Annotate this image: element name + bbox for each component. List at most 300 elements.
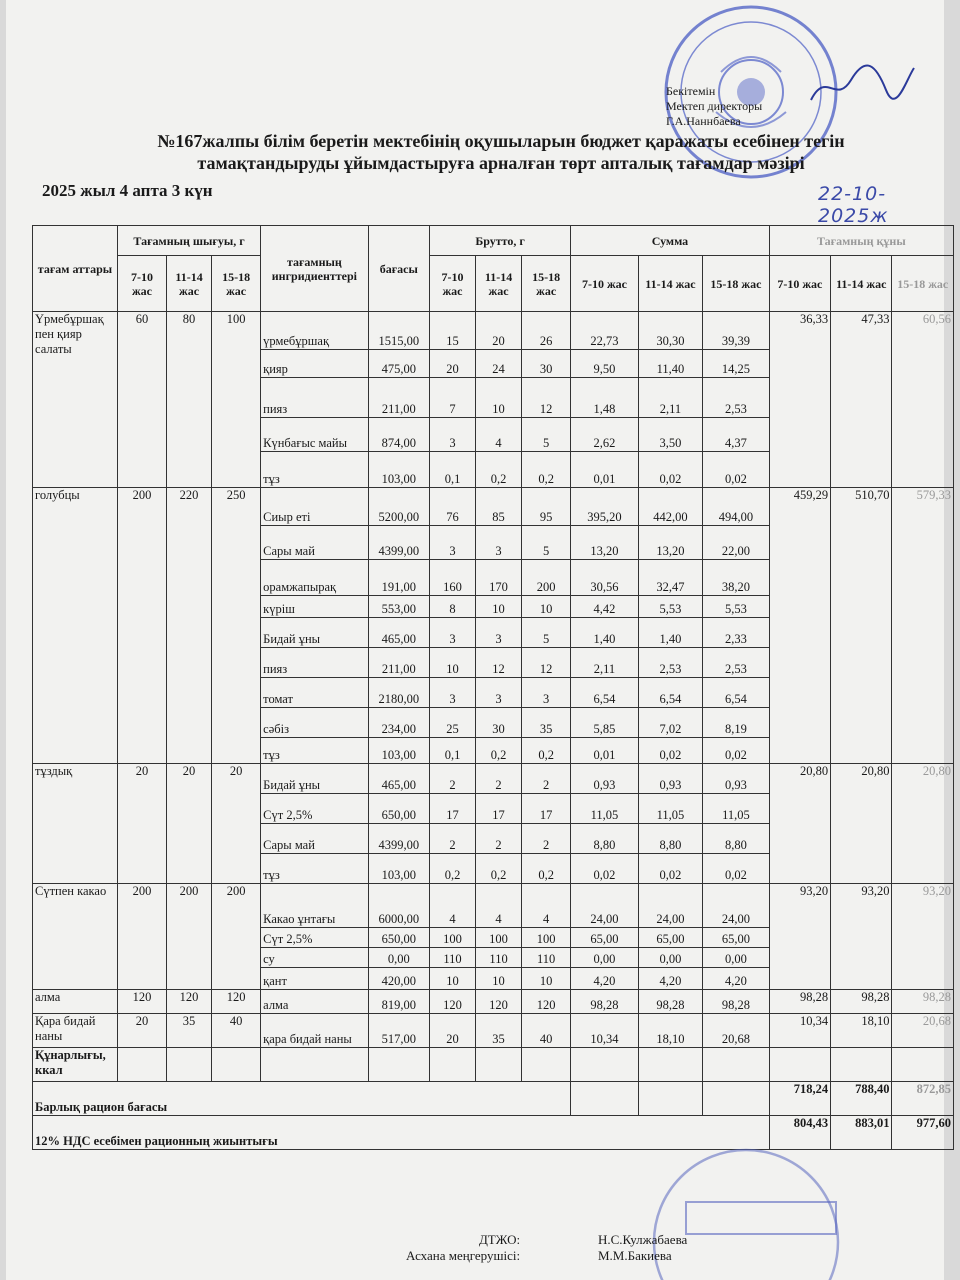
- sum-value: 98,28: [703, 990, 770, 1014]
- sum-value: 30,30: [638, 312, 702, 350]
- sum-value: 11,05: [571, 794, 639, 824]
- dish-yield: 200: [117, 884, 166, 990]
- dish-cost: 98,28: [831, 990, 892, 1014]
- sum-value: 0,02: [703, 854, 770, 884]
- approval-line: Мектеп директоры: [666, 99, 763, 113]
- brutto-value: 17: [476, 794, 522, 824]
- ingredient-name: пияз: [261, 648, 368, 678]
- empty-cell: [167, 1048, 212, 1082]
- sum-value: 2,53: [703, 378, 770, 418]
- ingredient-name: тұз: [261, 854, 368, 884]
- approval-line: Г.А.Наннбаева: [666, 114, 741, 128]
- sum-value: 65,00: [571, 928, 639, 948]
- ingredient-name: томат: [261, 678, 368, 708]
- brutto-value: 10: [522, 968, 571, 990]
- header-price: бағасы: [368, 226, 429, 312]
- sum-value: 9,50: [571, 350, 639, 378]
- sum-value: 11,05: [703, 794, 770, 824]
- table-row: [33, 312, 954, 350]
- ingredient-price: 4399,00: [368, 824, 429, 854]
- sum-value: 0,02: [638, 738, 702, 764]
- ingredient-name: Какао ұнтағы: [261, 884, 368, 928]
- dish-cost: 20,80: [892, 764, 954, 884]
- brutto-value: 15: [429, 312, 475, 350]
- dish-cost: 98,28: [769, 990, 830, 1014]
- brutto-value: 2: [476, 764, 522, 794]
- dish-name: Сүтпен какао: [33, 884, 118, 990]
- dish-yield: 20: [117, 1014, 166, 1048]
- sum-value: 2,62: [571, 418, 639, 452]
- brutto-value: 20: [429, 1014, 475, 1048]
- sum-value: 24,00: [703, 884, 770, 928]
- dish-cost: 20,80: [769, 764, 830, 884]
- handwritten-date: 22-10-2025ж: [818, 183, 889, 227]
- brutto-value: 10: [429, 648, 475, 678]
- sum-value: 0,02: [638, 854, 702, 884]
- brutto-value: 25: [429, 708, 475, 738]
- brutto-value: 7: [429, 378, 475, 418]
- ingredient-name: үрмебұршақ: [261, 312, 368, 350]
- sum-value: 0,02: [638, 452, 702, 488]
- empty-cell: [522, 1048, 571, 1082]
- brutto-value: 12: [476, 648, 522, 678]
- header-age-brutto: 15-18 жас: [522, 256, 571, 312]
- sum-value: 22,00: [703, 526, 770, 560]
- ingredient-price: 5200,00: [368, 488, 429, 526]
- ingredient-price: 1515,00: [368, 312, 429, 350]
- sum-value: 14,25: [703, 350, 770, 378]
- brutto-value: 20: [429, 350, 475, 378]
- sum-value: 30,56: [571, 560, 639, 596]
- empty-cell: [769, 1048, 830, 1082]
- empty-cell: [476, 1048, 522, 1082]
- sum-value: 18,10: [638, 1014, 702, 1048]
- brutto-value: 0,2: [522, 738, 571, 764]
- brutto-value: 5: [522, 526, 571, 560]
- footer-role: Асхана меңгерушісі:: [406, 1248, 521, 1263]
- vat-value: 804,43: [769, 1116, 830, 1150]
- calorie-label: Құнарлығы, ккал: [33, 1048, 118, 1082]
- brutto-value: 17: [522, 794, 571, 824]
- sum-value: 65,00: [638, 928, 702, 948]
- brutto-value: 85: [476, 488, 522, 526]
- dish-cost: 60,56: [892, 312, 954, 488]
- brutto-value: 5: [522, 418, 571, 452]
- sum-value: 0,02: [703, 452, 770, 488]
- brutto-value: 30: [522, 350, 571, 378]
- brutto-value: 24: [476, 350, 522, 378]
- ingredient-price: 234,00: [368, 708, 429, 738]
- sum-value: 0,93: [638, 764, 702, 794]
- ingredient-price: 819,00: [368, 990, 429, 1014]
- ingredient-price: 211,00: [368, 648, 429, 678]
- brutto-value: 76: [429, 488, 475, 526]
- brutto-value: 0,2: [476, 738, 522, 764]
- header-age-cost: 15-18 жас: [892, 256, 954, 312]
- sum-value: 11,05: [638, 794, 702, 824]
- sum-value: 8,80: [571, 824, 639, 854]
- ingredient-name: күріш: [261, 596, 368, 618]
- header-age-sum: 7-10 жас: [571, 256, 639, 312]
- sum-value: 0,93: [571, 764, 639, 794]
- dish-yield: 20: [167, 764, 212, 884]
- sum-value: 2,53: [638, 648, 702, 678]
- empty-cell: [831, 1048, 892, 1082]
- dish-cost: 47,33: [831, 312, 892, 488]
- sum-value: 2,33: [703, 618, 770, 648]
- vat-value: 977,60: [892, 1116, 954, 1150]
- header-age-yield: 7-10 жас: [117, 256, 166, 312]
- ingredient-price: 0,00: [368, 948, 429, 968]
- brutto-value: 3: [522, 678, 571, 708]
- brutto-value: 170: [476, 560, 522, 596]
- header-cost: Тағамның құны: [769, 226, 953, 256]
- sum-value: 0,00: [638, 948, 702, 968]
- brutto-value: 2: [429, 824, 475, 854]
- brutto-value: 95: [522, 488, 571, 526]
- dish-cost: 93,20: [831, 884, 892, 990]
- empty-cell: [571, 1048, 639, 1082]
- dish-cost: 10,34: [769, 1014, 830, 1048]
- ingredient-name: Сүт 2,5%: [261, 794, 368, 824]
- sum-value: 0,00: [703, 948, 770, 968]
- dish-yield: 35: [167, 1014, 212, 1048]
- dish-cost: 98,28: [892, 990, 954, 1014]
- sum-value: 494,00: [703, 488, 770, 526]
- ingredient-name: Сүт 2,5%: [261, 928, 368, 948]
- dish-cost: 18,10: [831, 1014, 892, 1048]
- table-row: [33, 990, 954, 1014]
- empty-cell: [638, 1082, 702, 1116]
- vat-label: 12% НДС есебімен рационның жиынтығы: [33, 1116, 770, 1150]
- empty-cell: [638, 1048, 702, 1082]
- brutto-value: 110: [429, 948, 475, 968]
- ingredient-price: 475,00: [368, 350, 429, 378]
- ingredient-price: 420,00: [368, 968, 429, 990]
- brutto-value: 4: [476, 884, 522, 928]
- sum-value: 4,20: [571, 968, 639, 990]
- ingredient-name: Сары май: [261, 824, 368, 854]
- ingredient-price: 650,00: [368, 928, 429, 948]
- empty-cell: [571, 1082, 639, 1116]
- brutto-value: 35: [522, 708, 571, 738]
- sum-value: 4,37: [703, 418, 770, 452]
- dish-name: тұздық: [33, 764, 118, 884]
- brutto-value: 120: [429, 990, 475, 1014]
- vat-value: 883,01: [831, 1116, 892, 1150]
- sum-value: 8,80: [703, 824, 770, 854]
- document-title: №167жалпы білім беретін мектебінің оқушыларын бюджет қаражаты есебінен тегін тамақтандыруды ұйымдастыруға арналған төрт апталық тағамдар мәзірі: [157, 131, 845, 173]
- ingredient-name: тұз: [261, 738, 368, 764]
- brutto-value: 110: [476, 948, 522, 968]
- ingredient-name: қара бидай наны: [261, 1014, 368, 1048]
- dish-cost: 20,68: [892, 1014, 954, 1048]
- brutto-value: 0,2: [476, 452, 522, 488]
- ingredient-price: 103,00: [368, 738, 429, 764]
- sum-value: 24,00: [638, 884, 702, 928]
- footer-name: Н.С.Кулжабаева: [598, 1232, 688, 1247]
- ingredient-price: 103,00: [368, 854, 429, 884]
- dish-yield: 200: [117, 488, 166, 764]
- dish-cost: 36,33: [769, 312, 830, 488]
- dish-yield: 40: [212, 1014, 261, 1048]
- dish-yield: 60: [117, 312, 166, 488]
- brutto-value: 30: [476, 708, 522, 738]
- brutto-value: 0,2: [522, 452, 571, 488]
- sum-value: 22,73: [571, 312, 639, 350]
- header-age-brutto: 7-10 жас: [429, 256, 475, 312]
- sum-value: 2,53: [703, 648, 770, 678]
- brutto-value: 200: [522, 560, 571, 596]
- empty-cell: [261, 1048, 368, 1082]
- sum-value: 13,20: [638, 526, 702, 560]
- header-yield: Тағамның шығуы, г: [117, 226, 260, 256]
- dish-yield: 80: [167, 312, 212, 488]
- ingredient-price: 211,00: [368, 378, 429, 418]
- brutto-value: 10: [476, 596, 522, 618]
- sum-value: 8,19: [703, 708, 770, 738]
- dish-yield: 250: [212, 488, 261, 764]
- header-age-brutto: 11-14 жас: [476, 256, 522, 312]
- dish-yield: 20: [212, 764, 261, 884]
- brutto-value: 10: [476, 968, 522, 990]
- brutto-value: 17: [429, 794, 475, 824]
- dish-cost: 93,20: [892, 884, 954, 990]
- date-line: 2025 жыл 4 апта 3 күн: [42, 181, 213, 200]
- ingredient-price: 465,00: [368, 764, 429, 794]
- dish-name: Қара бидай наны: [33, 1014, 118, 1048]
- empty-cell: [212, 1048, 261, 1082]
- ingredient-price: 4399,00: [368, 526, 429, 560]
- brutto-value: 100: [429, 928, 475, 948]
- dish-cost: 579,33: [892, 488, 954, 764]
- brutto-value: 3: [429, 618, 475, 648]
- brutto-value: 20: [476, 312, 522, 350]
- brutto-value: 26: [522, 312, 571, 350]
- empty-cell: [892, 1048, 954, 1082]
- dish-yield: 200: [212, 884, 261, 990]
- brutto-value: 3: [476, 526, 522, 560]
- brutto-value: 120: [476, 990, 522, 1014]
- footer-role: ДТЖО:: [478, 1232, 521, 1247]
- footer-names: [598, 1232, 687, 1264]
- empty-cell: [368, 1048, 429, 1082]
- total-row: [33, 1082, 954, 1116]
- brutto-value: 4: [522, 884, 571, 928]
- footer-name: М.М.Бакиева: [598, 1248, 672, 1263]
- footer-roles: [406, 1232, 520, 1264]
- brutto-value: 5: [522, 618, 571, 648]
- header-age-sum: 15-18 жас: [703, 256, 770, 312]
- brutto-value: 100: [522, 928, 571, 948]
- sum-value: 98,28: [638, 990, 702, 1014]
- brutto-value: 3: [476, 618, 522, 648]
- dish-yield: 100: [212, 312, 261, 488]
- ingredient-name: Бидай ұны: [261, 764, 368, 794]
- dish-cost: 93,20: [769, 884, 830, 990]
- sum-value: 65,00: [703, 928, 770, 948]
- header-sum: Сумма: [571, 226, 769, 256]
- brutto-value: 40: [522, 1014, 571, 1048]
- header-ingredient: тағамның ингридиенттері: [261, 226, 368, 312]
- ingredient-name: қант: [261, 968, 368, 990]
- dish-cost: 510,70: [831, 488, 892, 764]
- dish-name: алма: [33, 990, 118, 1014]
- dish-cost: 20,80: [831, 764, 892, 884]
- brutto-value: 35: [476, 1014, 522, 1048]
- dish-name: голубцы: [33, 488, 118, 764]
- header-age-yield: 15-18 жас: [212, 256, 261, 312]
- brutto-value: 12: [522, 648, 571, 678]
- table-row: [33, 764, 954, 794]
- ingredient-price: 517,00: [368, 1014, 429, 1048]
- brutto-value: 4: [476, 418, 522, 452]
- ingredient-name: Сиыр еті: [261, 488, 368, 526]
- brutto-value: 3: [476, 678, 522, 708]
- sum-value: 13,20: [571, 526, 639, 560]
- ingredient-name: су: [261, 948, 368, 968]
- dish-yield: 220: [167, 488, 212, 764]
- empty-cell: [429, 1048, 475, 1082]
- brutto-value: 4: [429, 884, 475, 928]
- total-value: 718,24: [769, 1082, 830, 1116]
- dish-yield: 120: [117, 990, 166, 1014]
- dish-name: Үрмебұршақ пен қияр салаты: [33, 312, 118, 488]
- sum-value: 1,40: [638, 618, 702, 648]
- brutto-value: 100: [476, 928, 522, 948]
- brutto-value: 0,2: [522, 854, 571, 884]
- ingredient-price: 2180,00: [368, 678, 429, 708]
- sum-value: 0,01: [571, 738, 639, 764]
- header-age-sum: 11-14 жас: [638, 256, 702, 312]
- sum-value: 3,50: [638, 418, 702, 452]
- sum-value: 1,48: [571, 378, 639, 418]
- ingredient-price: 103,00: [368, 452, 429, 488]
- ingredient-name: сәбіз: [261, 708, 368, 738]
- sum-value: 39,39: [703, 312, 770, 350]
- sum-value: 2,11: [638, 378, 702, 418]
- dish-yield: 20: [117, 764, 166, 884]
- dish-yield: 200: [167, 884, 212, 990]
- brutto-value: 2: [522, 764, 571, 794]
- sum-value: 20,68: [703, 1014, 770, 1048]
- approval-block: [666, 84, 762, 129]
- sum-value: 6,54: [703, 678, 770, 708]
- total-label: Барлық рацион бағасы: [33, 1082, 571, 1116]
- brutto-value: 10: [429, 968, 475, 990]
- sum-value: 395,20: [571, 488, 639, 526]
- ingredient-name: орамжапырақ: [261, 560, 368, 596]
- header-age-yield: 11-14 жас: [167, 256, 212, 312]
- brutto-value: 12: [522, 378, 571, 418]
- total-value: 788,40: [831, 1082, 892, 1116]
- ingredient-price: 191,00: [368, 560, 429, 596]
- header-brutto: Брутто, г: [429, 226, 570, 256]
- sum-value: 8,80: [638, 824, 702, 854]
- approval-line: Бекітемін: [666, 84, 716, 98]
- dish-yield: 120: [212, 990, 261, 1014]
- brutto-value: 3: [429, 418, 475, 452]
- total-value: 872,85: [892, 1082, 954, 1116]
- header-dish: тағам аттары: [33, 226, 118, 312]
- ingredient-price: 465,00: [368, 618, 429, 648]
- sum-value: 0,01: [571, 452, 639, 488]
- sum-value: 0,02: [571, 854, 639, 884]
- director-signature: [806, 60, 916, 110]
- sum-value: 4,20: [638, 968, 702, 990]
- ingredient-price: 553,00: [368, 596, 429, 618]
- brutto-value: 0,1: [429, 452, 475, 488]
- sum-value: 442,00: [638, 488, 702, 526]
- menu-table: [32, 225, 954, 1150]
- ingredient-price: 6000,00: [368, 884, 429, 928]
- ingredient-price: 874,00: [368, 418, 429, 452]
- brutto-value: 10: [522, 596, 571, 618]
- brutto-value: 120: [522, 990, 571, 1014]
- brutto-value: 0,2: [429, 854, 475, 884]
- table-row: [33, 1014, 954, 1048]
- sum-value: 6,54: [571, 678, 639, 708]
- empty-cell: [703, 1082, 770, 1116]
- brutto-value: 10: [476, 378, 522, 418]
- header-age-cost: 11-14 жас: [831, 256, 892, 312]
- sum-value: 98,28: [571, 990, 639, 1014]
- sum-value: 1,40: [571, 618, 639, 648]
- ingredient-price: 650,00: [368, 794, 429, 824]
- empty-cell: [703, 1048, 770, 1082]
- sum-value: 24,00: [571, 884, 639, 928]
- brutto-value: 0,2: [476, 854, 522, 884]
- ingredient-name: Бидай ұны: [261, 618, 368, 648]
- sum-value: 0,02: [703, 738, 770, 764]
- brutto-value: 3: [429, 678, 475, 708]
- sum-value: 0,00: [571, 948, 639, 968]
- document-sheet: [6, 0, 951, 1280]
- empty-cell: [117, 1048, 166, 1082]
- sum-value: 7,02: [638, 708, 702, 738]
- dish-cost: 459,29: [769, 488, 830, 764]
- calorie-row: [33, 1048, 954, 1082]
- brutto-value: 8: [429, 596, 475, 618]
- sum-value: 11,40: [638, 350, 702, 378]
- ingredient-name: Сары май: [261, 526, 368, 560]
- brutto-value: 3: [429, 526, 475, 560]
- sum-value: 4,20: [703, 968, 770, 990]
- header-age-cost: 7-10 жас: [769, 256, 830, 312]
- ingredient-name: алма: [261, 990, 368, 1014]
- sum-value: 38,20: [703, 560, 770, 596]
- ingredient-name: тұз: [261, 452, 368, 488]
- sum-value: 32,47: [638, 560, 702, 596]
- ingredient-name: қияр: [261, 350, 368, 378]
- sum-value: 5,85: [571, 708, 639, 738]
- ingredient-name: Күнбағыс майы: [261, 418, 368, 452]
- sum-value: 6,54: [638, 678, 702, 708]
- brutto-value: 2: [476, 824, 522, 854]
- brutto-value: 110: [522, 948, 571, 968]
- sum-value: 5,53: [638, 596, 702, 618]
- sum-value: 10,34: [571, 1014, 639, 1048]
- brutto-value: 0,1: [429, 738, 475, 764]
- brutto-value: 2: [429, 764, 475, 794]
- brutto-value: 2: [522, 824, 571, 854]
- dish-yield: 120: [167, 990, 212, 1014]
- sum-value: 5,53: [703, 596, 770, 618]
- table-row: [33, 884, 954, 928]
- sum-value: 2,11: [571, 648, 639, 678]
- sum-value: 0,93: [703, 764, 770, 794]
- brutto-value: 160: [429, 560, 475, 596]
